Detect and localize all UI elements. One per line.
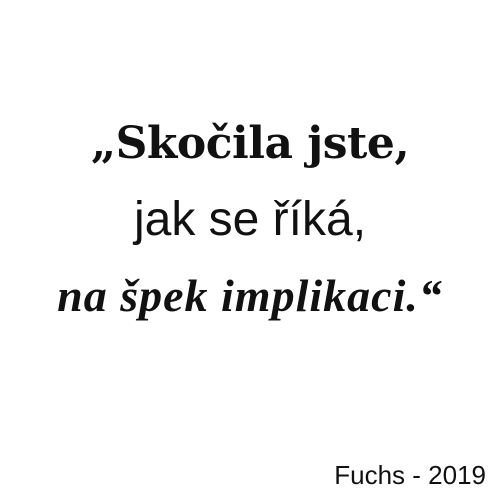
- quote-line-3: na špek implikaci.“: [57, 270, 443, 321]
- quote-line-2: jak se říká,: [133, 193, 367, 246]
- author-signature: Fuchs - 2019: [334, 460, 486, 490]
- quote-line-1: „Skočila jste,: [90, 118, 410, 169]
